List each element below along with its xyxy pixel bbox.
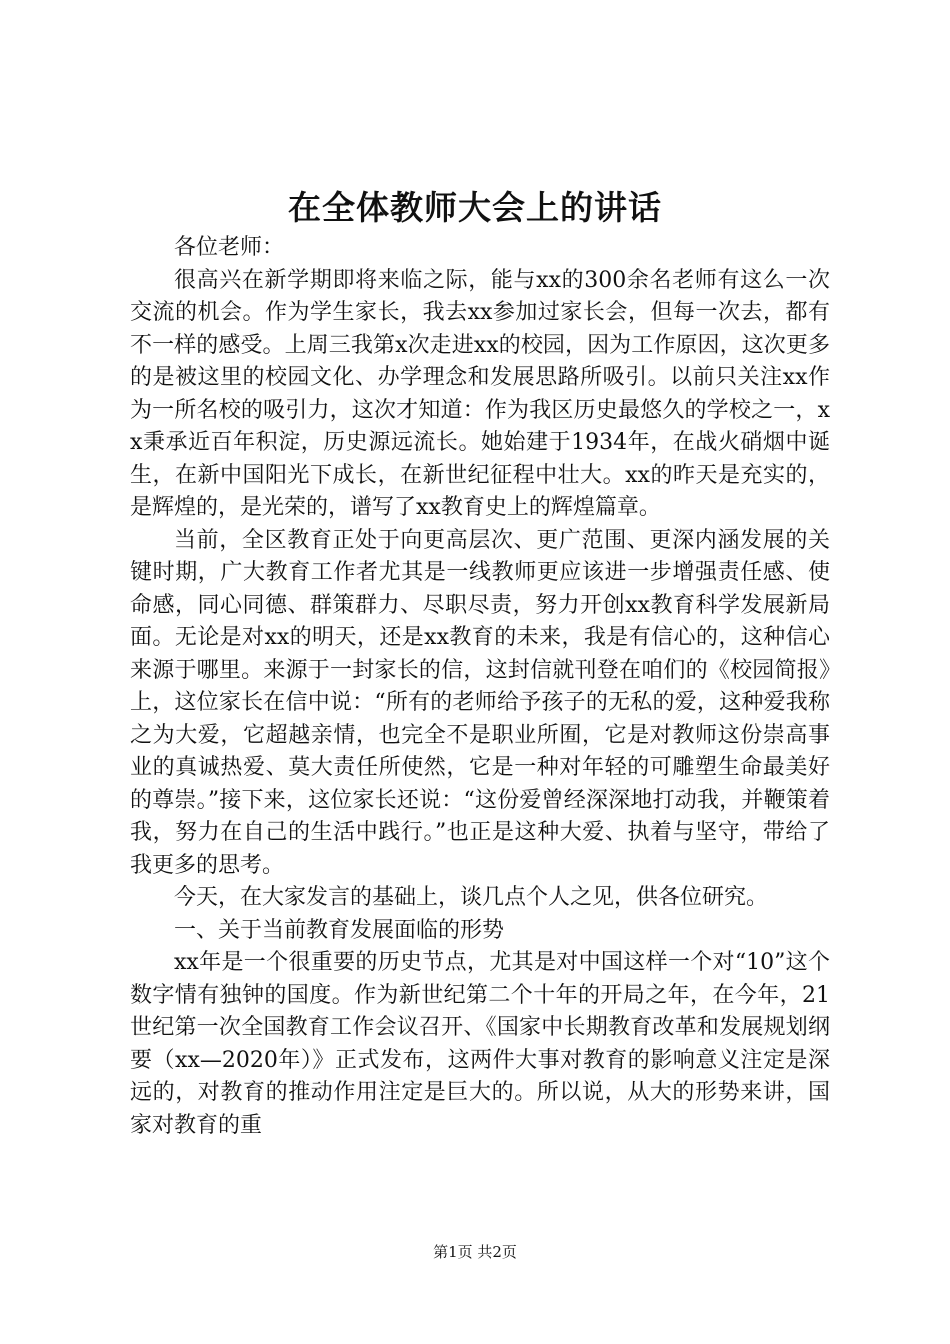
document-body [130, 232, 830, 1142]
document-title: 在全体教师大会上的讲话 [288, 188, 662, 227]
paragraph-salutation: 各位老师： [174, 235, 285, 260]
section-heading-1: 一、关于当前教育发展面临的形势 [174, 917, 505, 943]
paragraph-today: 今天，在大家发言的基础上，谈几点个人之见，供各位研究。 [174, 885, 769, 910]
paragraph-historical-node: xx年是一个很重要的历史节点，尤其是对中国这样一个对“10”这个数字情有独钟的国度。作为新世纪第二个十年的开局之年，在今年，21世纪第一次全国教育工作会议召开、《国家中长期教育改革和发展规划纲要（xx—2020年）》正式发布，这两件大事对教育的影响意义注定是深远的，对教育的推动作用注定是巨大的。所以说，从大的形势来讲，国家对教育的重 [130, 950, 830, 1138]
page-footer: 第1页 共2页 [433, 1243, 517, 1261]
paragraph-current-situation: 当前，全区教育正处于向更高层次、更广范围、更深内涵发展的关键时期，广大教育工作者尤其是一线教师更应该进一步增强责任感、使命感，同心同德、群策群力、尽职尽责，努力开创xx教育科学发展新局面。无论是对xx的明天，还是xx教育的未来，我是有信心的，这种信心来源于哪里。来源于一封家长的信，这封信就刊登在咱们的《校园简报》上，这位家长在信中说：“所有的老师给予孩子的无私的爱，这种爱我称之为大爱，它超越亲情，也完全不是职业所囿，它是对教师这份崇高事业的真诚热爱、莫大责任所使然，它是一种对年轻的可雕塑生命最美好的尊崇。”接下来，这位家长还说：“这份爱曾经深深地打动我，并鞭策着我，努力在自己的生活中践行。”也正是这种大爱、执着与坚守，带给了我更多的思考。 [130, 527, 830, 878]
paragraph-intro: 很高兴在新学期即将来临之际，能与xx的300余名老师有这么一次交流的机会。作为学生家长，我去xx参加过家长会，但每一次去，都有不一样的感受。上周三我第x次走进xx的校园，因为工作原因，这次更多的是被这里的校园文化、办学理念和发展思路所吸引。以前只关注xx作为一所名校的吸引力，这次才知道：作为我区历史最悠久的学校之一，xx秉承近百年积淀，历史源远流长。她始建于1934年，在战火硝烟中诞生，在新中国阳光下成长，在新世纪征程中壮大。xx的昨天是充实的，是辉煌的，是光荣的，谱写了xx教育史上的辉煌篇章。 [130, 267, 830, 520]
